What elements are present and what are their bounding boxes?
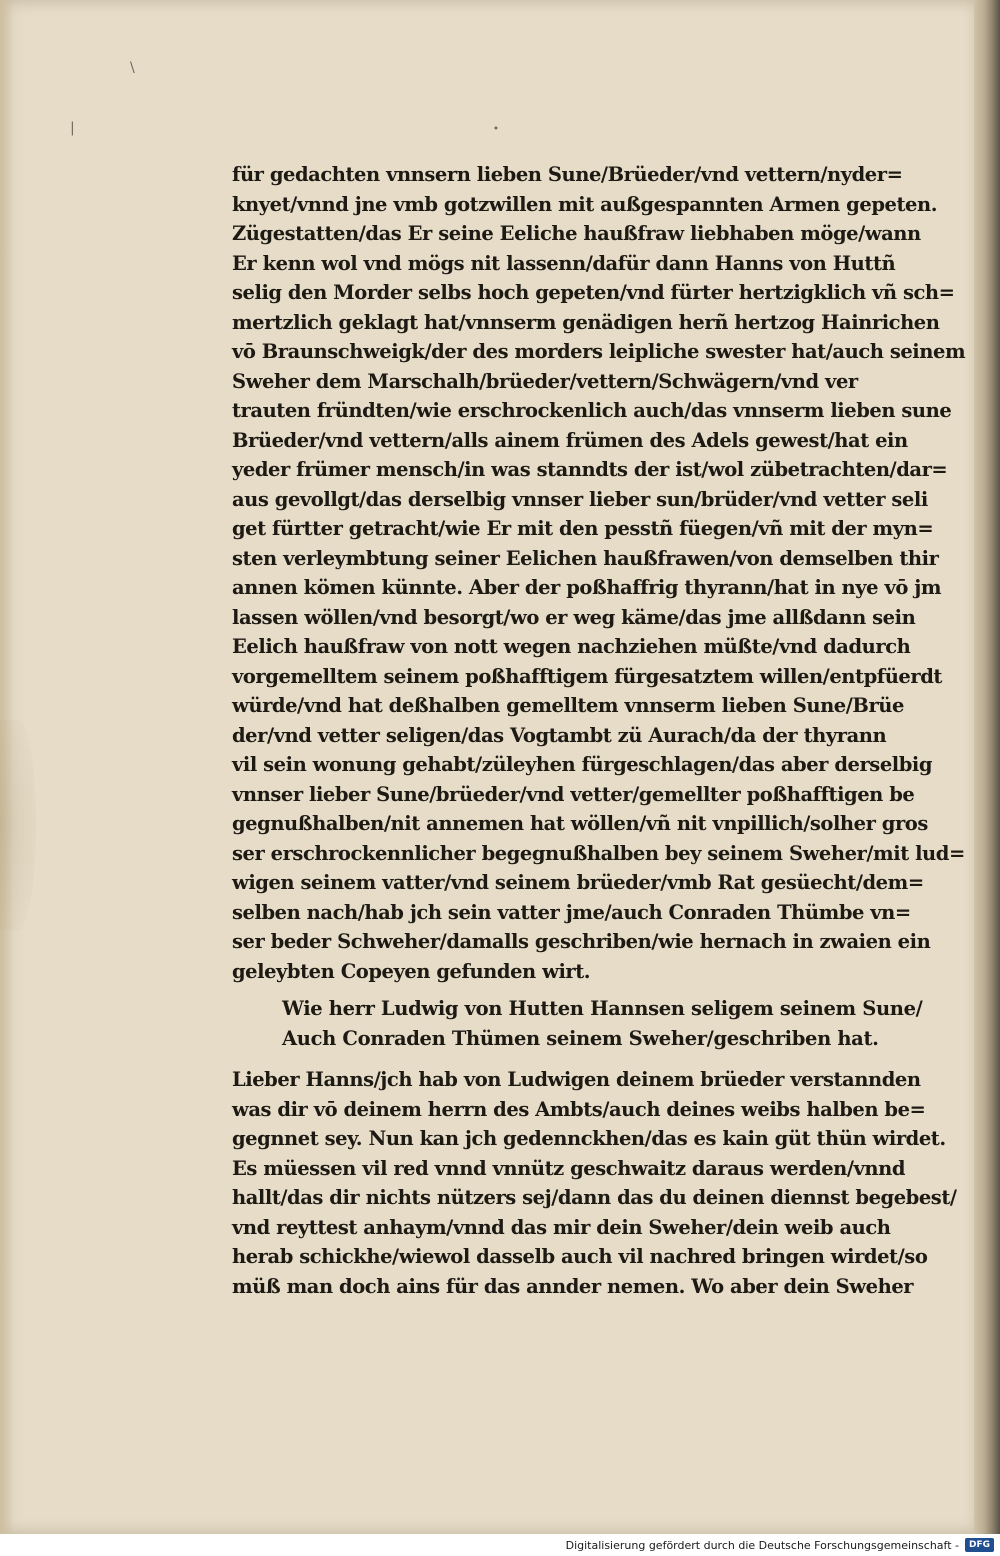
page-text (232, 160, 966, 1301)
text-line: vil sein wonung gehabt/züleyhen fürgeschlagen/das aber derselbig (232, 753, 933, 776)
heading-line: Wie herr Ludwig von Hutten Hannsen seligem seinem Sune/ (282, 997, 923, 1020)
text-line: Es müessen vil red vnnd vnnütz geschwaitz daraus werden/vnnd (232, 1156, 906, 1180)
margin-mark: \ (130, 60, 135, 76)
text-line: Lieber Hanns/jch hab von Ludwigen deinem brüeder verstannden (232, 1068, 921, 1091)
text-line: aus gevollgt/das derselbig vnnser lieber sun/brüder/vnd vetter seli (232, 487, 928, 511)
text-line: selig den Morder selbs hoch gepeten/vnd fürter hertzigklich vñ sch= (232, 281, 955, 304)
text-line: ser erschrockennlicher begegnußhalben bey seinem Sweher/mit lud= (232, 841, 965, 865)
heading-line: Auch Conraden Thümen seinem Sweher/geschriben hat. (282, 1026, 879, 1050)
text-line: wigen seinem vatter/vnd seinem brüeder/vmb Rat gesüecht/dem= (232, 871, 924, 894)
text-line: trauten fründten/wie erschrockenlich auch/das vnnserm lieben sune (232, 399, 952, 422)
body-paragraph (232, 160, 966, 986)
text-line: gegnußhalben/nit annemen hat wöllen/vñ nit vnpillich/solher gros (232, 812, 928, 835)
dfg-logo[interactable]: DFG (965, 1538, 994, 1552)
text-line: knyet/vnnd jne vmb gotzwillen mit außgespannten Armen gepeten. (232, 192, 938, 216)
text-line: herab schickhe/wiewol dasselb auch vil nachred bringen wirdet/so (232, 1245, 928, 1268)
text-line: vorgemelltem seinem poßhafftigem fürgesatztem willen/entpfüerdt (232, 664, 942, 688)
text-line: würde/vnd hat deßhalben gemelltem vnnserm lieben Sune/Brüe (232, 694, 904, 717)
text-line: yeder frümer mensch/in was stanndts der ist/wol zübetrachten/dar= (232, 458, 948, 481)
text-line: Brüeder/vnd vettern/alls ainem frümen des Adels gewest/hat ein (232, 428, 908, 452)
text-line: selben nach/hab jch sein vatter jme/auch Conraden Thümbe vn= (232, 900, 911, 924)
text-line: ser beder Schweher/damalls geschriben/wie hernach in zwaien ein (232, 930, 931, 953)
text-line: vō Braunschweigk/der des morders leipliche swester hat/auch seinem (232, 340, 966, 363)
text-line: Sweher dem Marschalh/brüeder/vettern/Schwägern/vnd ver (232, 369, 858, 393)
letter-paragraph (232, 1065, 957, 1301)
text-line: sten verleymbtung seiner Eelichen haußfrawen/von demselben thir (232, 546, 939, 570)
text-line: für gedachten vnnsern lieben Sune/Brüeder/vnd vettern/nyder= (232, 163, 903, 186)
text-line: Eelich haußfraw von nott wegen nachziehen müßte/vnd dadurch (232, 635, 911, 658)
text-line: Zügestatten/das Er seine Eeliche haußfraw liebhaben möge/wann (232, 222, 921, 245)
text-line: vnd reyttest anhaym/vnnd das mir dein Sweher/dein weib auch (232, 1215, 891, 1239)
section-heading (232, 994, 923, 1053)
book-gutter (974, 0, 1000, 1534)
paper-stain (0, 720, 36, 930)
text-line: lassen wöllen/vnd besorgt/wo er weg käme/das jme allßdann sein (232, 605, 916, 629)
margin-mark: | (70, 120, 75, 136)
text-line: get fürtter getracht/wie Er mit den pesstñ füegen/vñ mit der myn= (232, 517, 934, 540)
text-line: hallt/das dir nichts nützers sej/dann das du deinen diennst begebest/ (232, 1186, 957, 1209)
text-line: vnnser lieber Sune/brüeder/vnd vetter/gemellter poßhafftigen be (232, 782, 915, 806)
text-line: Er kenn wol vnd mögs nit lassenn/dafür dann Hanns von Huttñ (232, 251, 896, 275)
text-line: annen kömen künnte. Aber der poßhaffrig thyrann/hat in nye vō jm (232, 576, 942, 599)
margin-mark: • (493, 124, 499, 135)
text-line: was dir vō deinem herrn des Ambts/auch deines weibs halben be= (232, 1097, 926, 1121)
text-line: geleybten Copeyen gefunden wirt. (232, 959, 591, 983)
funding-credit: Digitalisierung gefördert durch die Deutsche Forschungsgemeinschaft - (565, 1538, 959, 1552)
text-line: der/vnd vetter seligen/das Vogtambt zü Aurach/da der thyrann (232, 723, 887, 747)
text-line: gegnnet sey. Nun kan jch gedennckhen/das es kain güt thün wirdet. (232, 1127, 946, 1150)
digitization-footer (0, 1534, 1000, 1556)
text-line: mertzlich geklagt hat/vnnserm genädigen herñ hertzog Hainrichen (232, 310, 940, 334)
text-line: müß man doch ains für das annder nemen. Wo aber dein Sweher (232, 1274, 914, 1298)
